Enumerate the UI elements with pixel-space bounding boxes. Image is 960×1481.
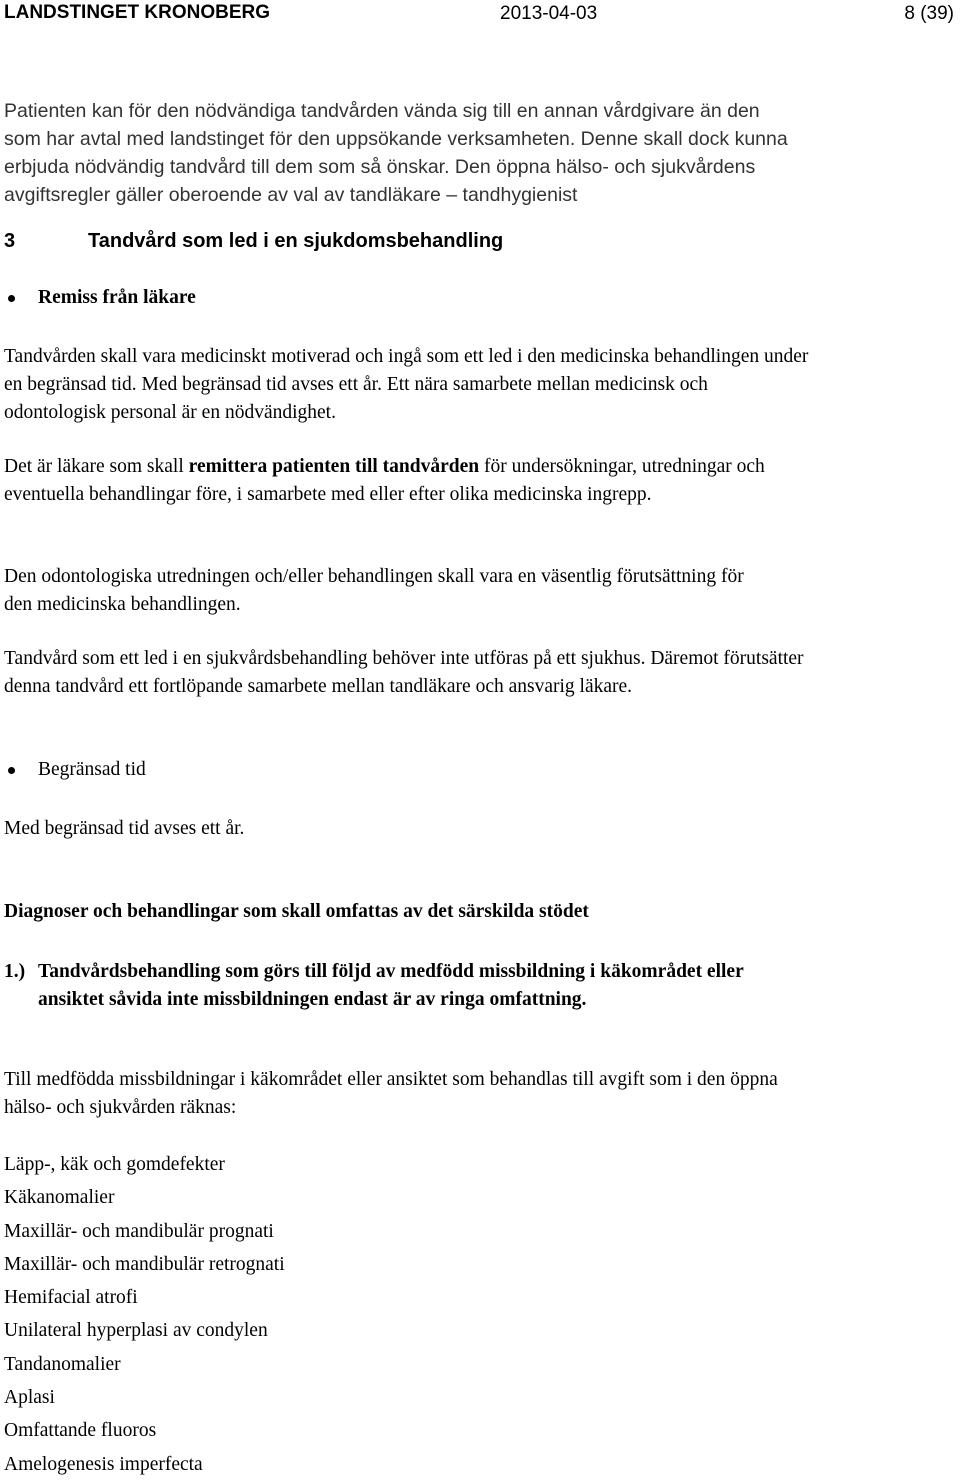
diagnoses-heading: Diagnoser och behandlingar som skall omfattas av det särskilda stödet <box>4 901 589 922</box>
section-heading <box>4 230 503 253</box>
page-number: 8 (39) <box>904 3 954 24</box>
list-item: Aplasi <box>4 1387 55 1409</box>
item-text: Tandvårdsbehandling som görs till följd av medfödd missbildning i käkområdet eller ansiktet såvida inte missbildningen endast är av ringa omfattning. <box>38 961 744 1010</box>
paragraph-medical-motivation: Tandvården skall vara medicinskt motiverad och ingå som ett led i den medicinska behandlingen under en begränsad tid. Med begränsad tid avses ett år. Ett nära samarbete mellan medicinsk och odontologisk personal är en nödvändighet. <box>4 346 809 423</box>
bullet-label: Remiss från läkare <box>38 287 196 308</box>
page-header <box>0 0 960 28</box>
paragraph-congenital: Till medfödda missbildningar i käkområdet eller ansiktet som behandlas till avgift som i den öppna hälso- och sjukvården räknas: <box>4 1069 778 1118</box>
list-item: Maxillär- och mandibulär prognati <box>4 1220 274 1242</box>
bullet-dot-icon <box>8 767 15 774</box>
list-item: Maxillär- och mandibulär retrognati <box>4 1253 285 1275</box>
document-date: 2013-04-03 <box>500 3 598 24</box>
section-number: 3 <box>4 230 16 252</box>
list-item: Amelogenesis imperfecta <box>4 1453 203 1475</box>
item-number: 1.) <box>4 961 26 982</box>
bullet-dot-icon <box>8 295 15 302</box>
conditions-list <box>4 1148 285 1481</box>
list-item: Hemifacial atrofi <box>4 1287 138 1309</box>
list-item: Läpp-, käk och gomdefekter <box>4 1154 225 1175</box>
list-item: Omfattande fluoros <box>4 1420 157 1442</box>
list-item: Käkanomalier <box>4 1187 115 1209</box>
referral-bold: remittera patienten till tandvården <box>188 456 480 477</box>
list-item: Tandanomalier <box>4 1353 121 1375</box>
intro-paragraph: Patienten kan för den nödvändiga tandvården vända sig till en annan vårdgivare än den som har avtal med landstinget för den uppsökande verksamheten. Denne skall dock kunna erbjuda nödvändig tandvård till dem som så önskar. Den öppna hälso- och sjukvårdens avgiftsregler gäller oberoende av val av tandläkare – tandhygienist <box>4 100 788 206</box>
paragraph-limited-time: Med begränsad tid avses ett år. <box>4 818 245 839</box>
organization-name: LANDSTINGET KRONOBERG <box>4 2 270 23</box>
list-item: Unilateral hyperplasi av condylen <box>4 1320 268 1342</box>
paragraph-odontological: Den odontologiska utredningen och/eller behandlingen skall vara en väsentlig förutsättning för den medicinska behandlingen. <box>4 566 744 615</box>
paragraph-referral <box>4 453 804 509</box>
paragraph-hospital: Tandvård som ett led i en sjukvårdsbehandling behöver inte utföras på ett sjukhus. Däremot förutsätter denna tandvård ett fortlöpande samarbete mellan tandläkare och ansvarig läkare. <box>4 648 804 697</box>
referral-pre: Det är läkare som skall <box>4 456 189 477</box>
section-title: Tandvård som led i en sjukdomsbehandling <box>88 230 504 252</box>
bullet-label: Begränsad tid <box>38 759 146 780</box>
referral-post: för undersökningar, utredningar och eventuella behandlingar före, i samarbete med eller efter olika medicinska ingrepp. <box>4 456 765 505</box>
